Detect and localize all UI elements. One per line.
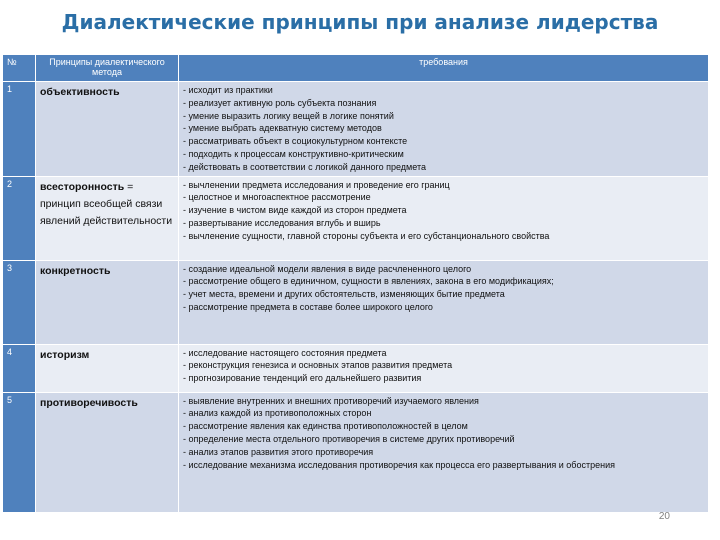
table-row <box>3 82 709 177</box>
principle-cell <box>36 176 179 260</box>
requirement-item: - изучение в чистом виде каждой из сторон предмета <box>183 205 407 216</box>
requirement-item: - рассматривать объект в социокультурном контексте <box>183 136 408 147</box>
requirement-item: - учет места, времени и других обстоятельств, изменяющих бытие предмета <box>183 289 505 300</box>
page-title: Диалектические принципы при анализе лидерства <box>61 10 659 34</box>
requirement-item: - вычленении предмета исследования и проведение его границ <box>183 179 450 190</box>
requirement-item: - прогнозирование тенденций его дальнейшего развития <box>183 373 422 384</box>
header-requirements: требования <box>179 55 709 82</box>
principle-name: объективность <box>40 86 120 98</box>
requirement-item: - целостное и многоаспектное рассмотрение <box>183 192 371 203</box>
principle-name: конкретность <box>40 264 111 277</box>
requirement-item: - определение места отдельного противоречия в системе других противоречий <box>183 433 515 444</box>
requirement-item: - рассмотрение общего в единичном, сущности в явлениях, закона в его модификациях; <box>183 276 554 287</box>
requirement-item: - подходить к процессам конструктивно-критическим <box>183 148 404 159</box>
row-number: 2 <box>3 176 36 260</box>
requirement-item: - выявление внутренних и внешних противоречий изучаемого явления <box>183 395 479 406</box>
requirement-item: - реконструкция генезиса и основных этапов развития предмета <box>183 360 453 371</box>
principle-name: историзм <box>40 348 90 361</box>
principle-name: всесторонность <box>40 180 125 193</box>
page-number: 20 <box>658 511 670 522</box>
table-row <box>3 344 709 392</box>
principle-cell <box>36 392 179 512</box>
principles-table <box>2 54 709 513</box>
principle-cell <box>36 82 179 177</box>
requirement-item: - рассмотрение явления как единства противоположностей в целом <box>183 421 468 432</box>
requirement-item: - умение выразить логику вещей в логике понятий <box>183 110 394 121</box>
requirement-item: - рассмотрение предмета в составе более широкого целого <box>183 301 433 312</box>
header-num: № <box>3 55 36 82</box>
requirements-cell <box>179 176 709 260</box>
requirements-cell <box>179 82 709 177</box>
requirement-item: - исследование механизма исследования противоречия как процесса его развертывания и обострения <box>183 459 615 470</box>
principle-description: = принцип всеобщей связи явлений действительности <box>40 180 173 227</box>
requirement-item: - реализует активную роль субъекта познания <box>183 97 377 108</box>
requirements-cell <box>179 260 709 344</box>
requirement-item: - анализ каждой из противоположных сторон <box>183 408 372 419</box>
principle-cell <box>36 344 179 392</box>
requirement-item: - вычленение сущности, главной стороны субъекта и его субстанционального свойства <box>183 230 550 241</box>
requirements-cell <box>179 344 709 392</box>
table-row <box>3 176 709 260</box>
row-number: 4 <box>3 344 36 392</box>
requirement-item: - умение выбрать адекватную систему методов <box>183 123 382 134</box>
requirement-item: - создание идеальной модели явления в виде расчлененного целого <box>183 263 472 274</box>
table-header-row <box>3 55 709 82</box>
table-row <box>3 392 709 512</box>
table-row <box>3 260 709 344</box>
header-principle: Принципы диалектического метода <box>36 55 179 82</box>
requirement-item: - анализ этапов развития этого противоречия <box>183 446 374 457</box>
row-number: 5 <box>3 392 36 512</box>
requirements-cell <box>179 392 709 512</box>
row-number: 1 <box>3 82 36 177</box>
principle-cell <box>36 260 179 344</box>
row-number: 3 <box>3 260 36 344</box>
requirement-item: - исследование настоящего состояния предмета <box>183 347 387 358</box>
requirement-item: - развертывание исследования вглубь и вширь <box>183 217 381 228</box>
requirement-item: - действовать в соответствии с логикой данного предмета <box>183 161 426 172</box>
principle-name: противоречивость <box>40 396 138 409</box>
requirement-item: - исходит из практики <box>183 85 273 95</box>
